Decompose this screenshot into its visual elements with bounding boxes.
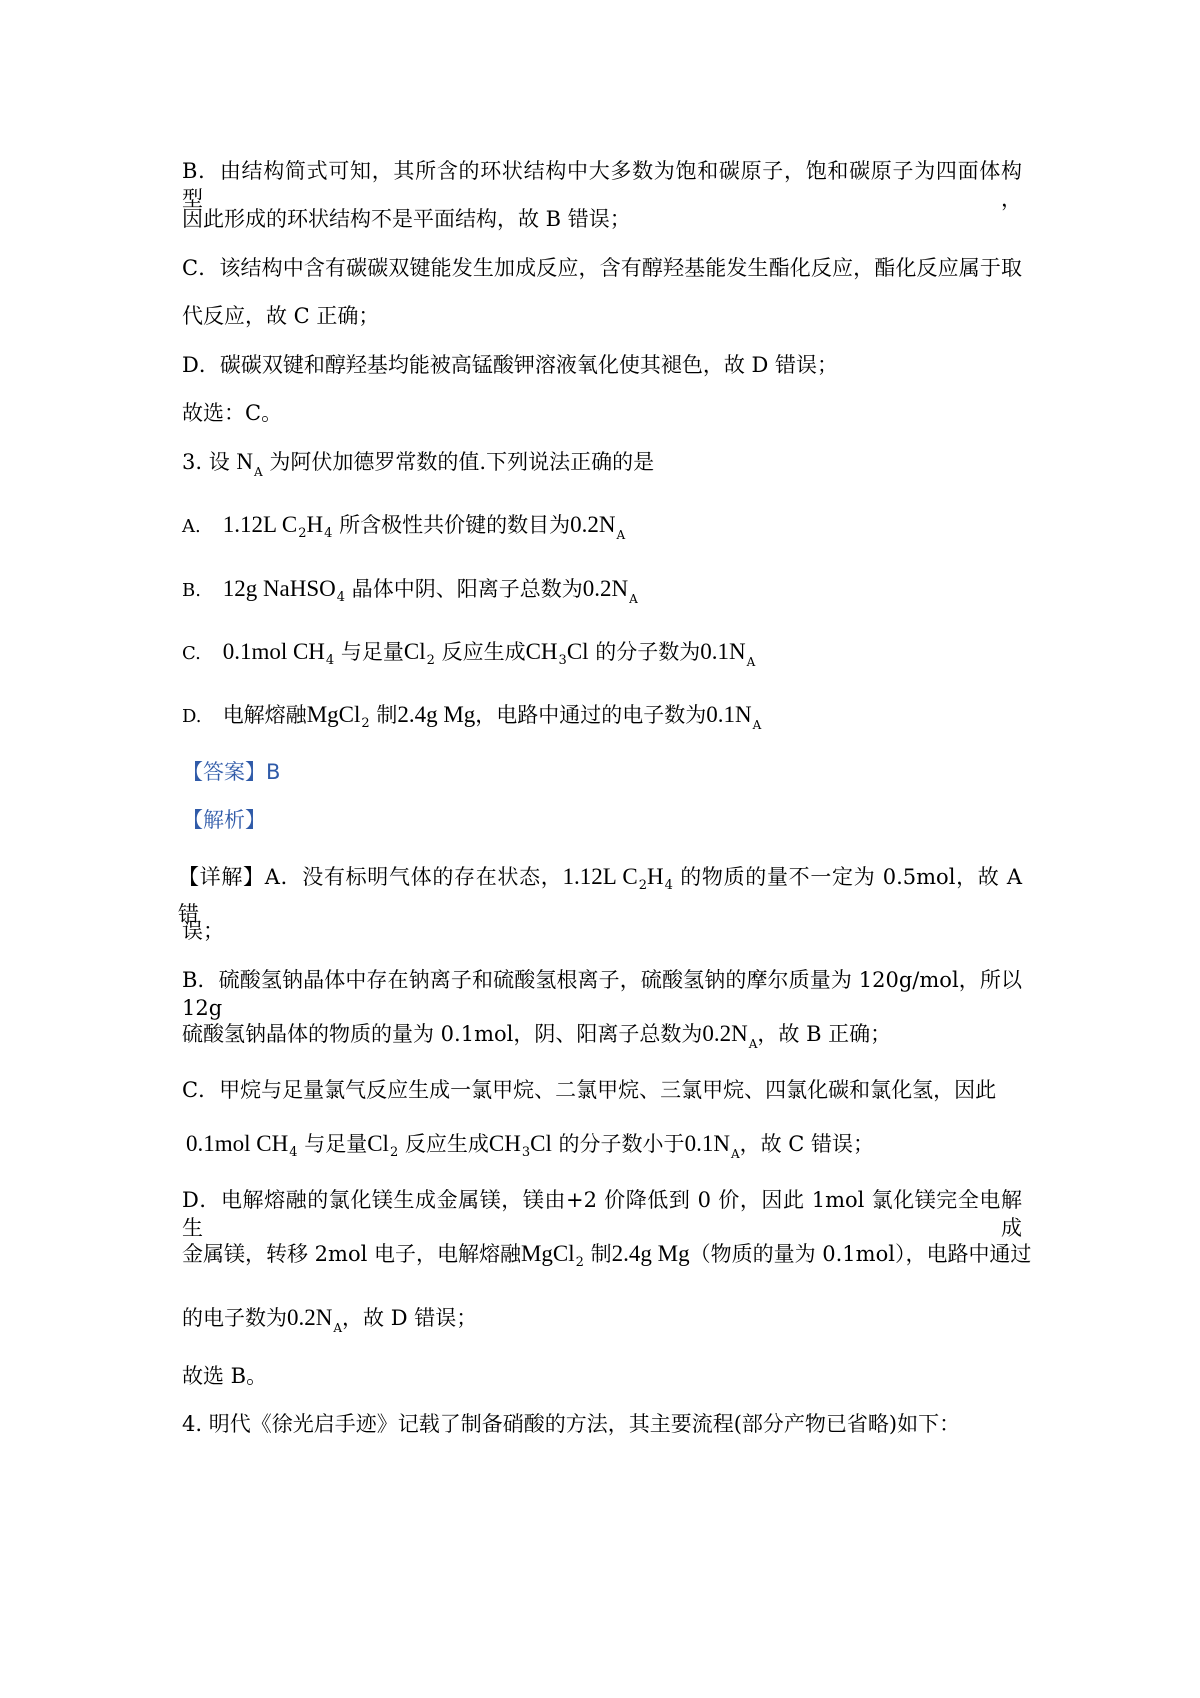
detail-d-line3 [182,1304,477,1342]
option-c [182,638,755,676]
option-c-p8: 0.1N [700,639,746,664]
detail-c-p9: ，故 C 错误； [739,1132,875,1156]
detail-d-l3-p2: 0.2N [287,1305,333,1330]
detail-a-p1: 【详解】A．没有标明气体的存在状态， [178,865,563,889]
q3-stem-na: N [236,449,254,474]
option-c-p3: Cl [403,639,426,664]
option-b-letter: B. [182,580,201,601]
option-a-s1: 2 [298,526,307,541]
option-b-p1: 12g NaHSO [222,576,336,601]
detail-d-l3-p3: ，故 D 错误； [342,1306,478,1330]
detail-c-p4: 反应生成 [398,1132,489,1156]
detail-c-p8: 0.1N [684,1131,730,1156]
option-d-p4: 2.4g Mg [397,702,476,727]
detail-c-s2: 2 [389,1145,399,1160]
option-c-p1: 0.1mol CH [222,639,325,664]
detail-d-p3: 制 [583,1242,612,1266]
option-c-p2: 与足量 [334,640,404,664]
prev-explain-b-line1: B．由结构简式可知，其所含的环状结构中大多数为饱和碳原子，饱和碳原子为四面体构型， [182,159,1022,211]
option-b-p3: 0.2N [582,576,629,601]
detail-c-s1: 4 [289,1145,298,1160]
q3-stem-suffix: 为阿伏加德罗常数的值.下列说法正确的是 [269,450,655,474]
detail-d-line2 [182,1240,1031,1277]
detail-d-l3-p1: 的电子数为 [182,1306,287,1330]
prev-conclusion: 故选：C。 [182,401,283,425]
option-c-s2: 2 [426,653,435,668]
detail-d-l3-s1: A [333,1321,343,1335]
detail-b-p3: ，故 B 正确； [757,1022,892,1046]
detail-a-p4: 的物质的量不一定为 0.5mol，故 A 错 [178,865,1022,926]
detail-c-s4: A [730,1147,740,1161]
detail-c-p5: CH [488,1131,521,1156]
prev-explain-c-line1: C．该结构中含有碳碳双键能发生加成反应，含有醇羟基能发生酯化反应，酯化反应属于取 [182,256,1022,280]
detail-c-p6: Cl [530,1131,552,1156]
option-c-p6: Cl [566,639,589,664]
question-4-stem: 4. 明代《徐光启手迹》记载了制备硝酸的方法，其主要流程(部分产物已省略)如下： [182,1412,961,1436]
analysis-line [182,806,266,834]
detail-d-line1: D．电解熔融的氯化镁生成金属镁，镁由+2 价降低到 0 价，因此 1mol 氯化镁完全电解生成 [182,1188,1022,1240]
option-d-p6: 0.1N [706,702,752,727]
option-a-s3: A [616,528,626,542]
prev-explain-c-line2: 代反应，故 C 正确； [182,304,380,328]
detail-c-p2: 与足量 [297,1132,368,1156]
detail-c-line1: C．甲烷与足量氯气反应生成一氯甲烷、二氯甲烷、三氯甲烷、四氯化碳和氯化氢，因此 [182,1078,997,1102]
option-d-p5: ，电路中通过的电子数为 [475,703,707,727]
answer-tag: 【答案】 [182,760,266,784]
detail-a-s1: 2 [638,878,647,893]
option-d-p3: 制 [369,703,398,727]
q3-conclusion: 故选 B。 [182,1364,268,1388]
q3-stem-na-sub: A [254,465,263,479]
detail-a-line2: 误； [182,919,224,943]
option-b-p2: 晶体中阴、阳离子总数为 [345,577,583,601]
option-c-p4: 反应生成 [434,640,526,664]
detail-b-line2 [182,1020,891,1058]
option-b [182,575,638,613]
option-a-p1: 1.12L C [222,512,298,537]
q3-stem-prefix: 3. 设 [182,450,230,474]
detail-c-p7: 的分子数小于 [551,1132,685,1156]
option-c-s3: 3 [558,653,567,668]
detail-d-s1: 2 [575,1255,584,1270]
option-d-p2: MgCl [306,702,361,727]
option-a-p3: 所含极性共价键的数目为 [332,513,571,537]
detail-d-p1: 金属镁，转移 2mol 电子，电解熔融 [182,1242,521,1266]
option-c-s1: 4 [325,653,335,668]
detail-a-p2: 1.12L C [562,864,638,889]
option-a-p2: H [306,512,324,537]
prev-explain-d-line: D．碳碳双键和醇羟基均能被高锰酸钾溶液氧化使其褪色，故 D 错误； [182,353,839,377]
option-d-letter: D. [182,706,202,727]
detail-a-p3: H [646,864,664,889]
option-d [182,701,761,739]
option-c-s4: A [746,655,756,669]
option-a-letter: A. [182,516,201,537]
answer-line [182,758,280,786]
option-d-p1: 电解熔融 [222,703,307,727]
detail-a-line1 [178,863,1022,928]
option-b-s2: A [629,592,638,606]
detail-b-p2: 0.2N [702,1021,748,1046]
detail-b-s1: A [748,1037,758,1051]
detail-c-s3: 3 [521,1145,531,1160]
detail-d-p4: 2.4g Mg [611,1241,690,1266]
detail-c-p1: 0.1mol CH [186,1131,289,1156]
option-c-p5: CH [525,639,558,664]
option-d-s1: 2 [361,716,370,731]
detail-b-line1: B．硫酸氢钠晶体中存在钠离子和硫酸氢根离子，硫酸氢钠的摩尔质量为 120g/mol，所以 12g [182,968,1022,1020]
option-b-s1: 4 [336,590,346,605]
detail-d-p5: （物质的量为 0.1mol），电路中通过 [689,1242,1032,1266]
detail-a-s2: 4 [664,878,673,893]
detail-d-p2: MgCl [520,1241,575,1266]
answer-value: B [266,760,281,784]
detail-c-p3: Cl [367,1131,389,1156]
option-a-s2: 4 [324,526,333,541]
option-c-p7: 的分子数为 [588,640,701,664]
analysis-tag: 【解析】 [182,808,266,832]
option-a [182,511,625,549]
option-d-s2: A [752,718,762,732]
question-3-stem [182,448,654,486]
detail-b-p1: 硫酸氢钠晶体的物质的量为 0.1mol，阴、阳离子总数为 [182,1022,703,1046]
option-a-p4: 0.2N [570,512,616,537]
option-c-letter: C. [182,643,201,664]
detail-c-line2 [186,1130,874,1168]
prev-explain-b-line2: 因此形成的环状结构不是平面结构，故 B 错误； [182,207,631,231]
